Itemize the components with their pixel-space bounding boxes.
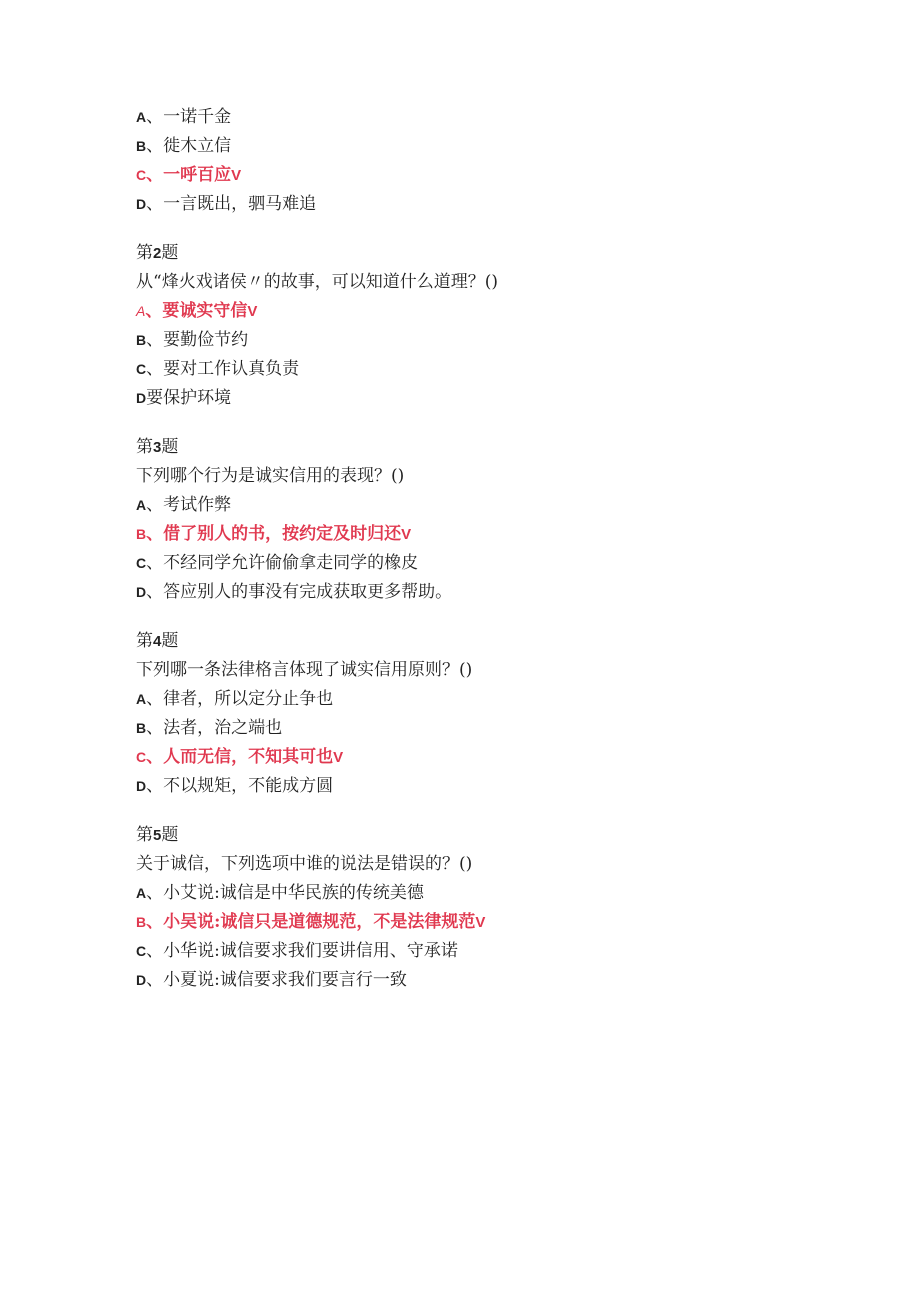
correct-mark: V (401, 526, 412, 543)
option-separator: 、 (146, 359, 164, 379)
option-separator: 、 (146, 330, 164, 350)
option-q4-a (136, 685, 836, 714)
option-text: 小夏说:诚信要求我们要言行一致 (163, 970, 407, 990)
correct-mark: V (231, 167, 242, 184)
heading-suffix: 题 (161, 631, 179, 651)
question-heading (136, 821, 836, 850)
option-q1-a (136, 103, 836, 132)
spacer (136, 607, 836, 627)
option-letter: B (136, 138, 147, 154)
question-text: 关于诚信，下列选项中谁的说法是错误的？() (136, 854, 473, 874)
option-text: 一言既出，驷马难追 (163, 194, 317, 214)
option-text: 一诺千金 (163, 107, 232, 127)
spacer (136, 413, 836, 433)
question-number: 4 (153, 633, 162, 650)
option-q3-a (136, 491, 836, 520)
option-text: 小吴说:诚信只是道德规范，不是法律规范 (163, 912, 476, 932)
correct-mark: V (475, 914, 486, 931)
option-text: 不以规矩，不能成方圆 (163, 776, 334, 796)
question-heading (136, 239, 836, 268)
option-q2-b (136, 326, 836, 355)
option-letter: A (136, 109, 147, 125)
question-text: 下列哪一条法律格言体现了诚实信用原则？() (136, 660, 473, 680)
question-number: 5 (153, 827, 162, 844)
question-heading (136, 433, 836, 462)
option-q1-b (136, 132, 836, 161)
spacer (136, 801, 836, 821)
option-separator: 、 (145, 301, 163, 321)
heading-prefix: 第 (136, 437, 153, 457)
option-text: 考试作弊 (163, 495, 232, 515)
option-q3-b-correct (136, 520, 836, 549)
heading-prefix: 第 (136, 825, 153, 845)
option-separator: 、 (146, 689, 164, 709)
option-separator: 、 (146, 524, 164, 544)
option-separator: 、 (146, 718, 164, 738)
option-letter: A (136, 885, 147, 901)
option-letter: D (136, 972, 147, 988)
option-letter: A (136, 497, 147, 513)
option-separator: 、 (146, 776, 164, 796)
option-separator: 、 (146, 747, 164, 767)
option-letter: C (136, 943, 147, 959)
option-text: 小艾说:诚信是中华民族的传统美德 (163, 883, 424, 903)
option-q3-c (136, 549, 836, 578)
option-q5-c (136, 937, 836, 966)
quiz-document (136, 103, 836, 995)
question-heading (136, 627, 836, 656)
option-q1-c-correct (136, 161, 836, 190)
correct-mark: V (247, 303, 258, 320)
option-separator: 、 (146, 165, 164, 185)
option-text: 小华说:诚信要求我们要讲信用、守承诺 (163, 941, 458, 961)
question-text: 下列哪个行为是诚实信用的表现？() (136, 466, 405, 486)
option-letter: B (136, 720, 147, 736)
option-q4-d (136, 772, 836, 801)
option-letter: B (136, 526, 147, 542)
option-separator: 、 (146, 970, 164, 990)
heading-suffix: 题 (161, 243, 179, 263)
option-letter: D (136, 584, 147, 600)
option-text: 人而无信，不知其可也 (163, 747, 334, 767)
option-separator: 、 (146, 495, 164, 515)
option-letter: C (136, 167, 147, 183)
option-text: 借了别人的书，按约定及时归还 (163, 524, 402, 544)
option-text: 要诚实守信 (162, 301, 248, 321)
option-letter: B (136, 332, 147, 348)
option-text: 一呼百应 (163, 165, 232, 185)
option-text: 不经同学允许偷偷拿走同学的橡皮 (163, 553, 419, 573)
option-q2-d (136, 384, 836, 413)
option-text: 要保护环境 (146, 388, 232, 408)
heading-prefix: 第 (136, 243, 153, 263)
option-letter: D (136, 390, 147, 406)
option-q1-d (136, 190, 836, 219)
option-q4-b (136, 714, 836, 743)
option-separator: 、 (146, 941, 164, 961)
spacer (136, 219, 836, 239)
option-separator: 、 (146, 194, 164, 214)
option-separator: 、 (146, 136, 164, 156)
option-text: 徙木立信 (163, 136, 232, 156)
option-letter: C (136, 749, 147, 765)
option-text: 要对工作认真负责 (163, 359, 300, 379)
option-letter: C (136, 361, 147, 377)
option-q5-a (136, 879, 836, 908)
option-q2-a-correct (136, 297, 836, 326)
option-separator: 、 (146, 553, 164, 573)
option-letter: D (136, 778, 147, 794)
option-separator: 、 (146, 107, 164, 127)
option-q5-b-correct (136, 908, 836, 937)
heading-suffix: 题 (161, 437, 179, 457)
question-number: 2 (153, 245, 162, 262)
option-q5-d (136, 966, 836, 995)
option-q3-d (136, 578, 836, 607)
option-separator: 、 (146, 582, 164, 602)
option-letter: A (136, 303, 146, 319)
option-text: 答应别人的事没有完成获取更多帮助。 (163, 582, 453, 602)
correct-mark: V (333, 749, 344, 766)
option-q2-c (136, 355, 836, 384)
option-letter: C (136, 555, 147, 571)
option-letter: A (136, 691, 147, 707)
option-text: 要勤俭节约 (163, 330, 249, 350)
option-letter: D (136, 196, 147, 212)
question-number: 3 (153, 439, 162, 456)
option-separator: 、 (146, 883, 164, 903)
option-separator: 、 (146, 912, 164, 932)
option-text: 律者，所以定分止争也 (163, 689, 334, 709)
option-text: 法者，治之端也 (163, 718, 283, 738)
option-q4-c-correct (136, 743, 836, 772)
option-letter: B (136, 914, 147, 930)
heading-suffix: 题 (161, 825, 179, 845)
heading-prefix: 第 (136, 631, 153, 651)
question-text: 从“烽火戏诸侯〃的故事，可以知道什么道理？() (136, 272, 498, 292)
